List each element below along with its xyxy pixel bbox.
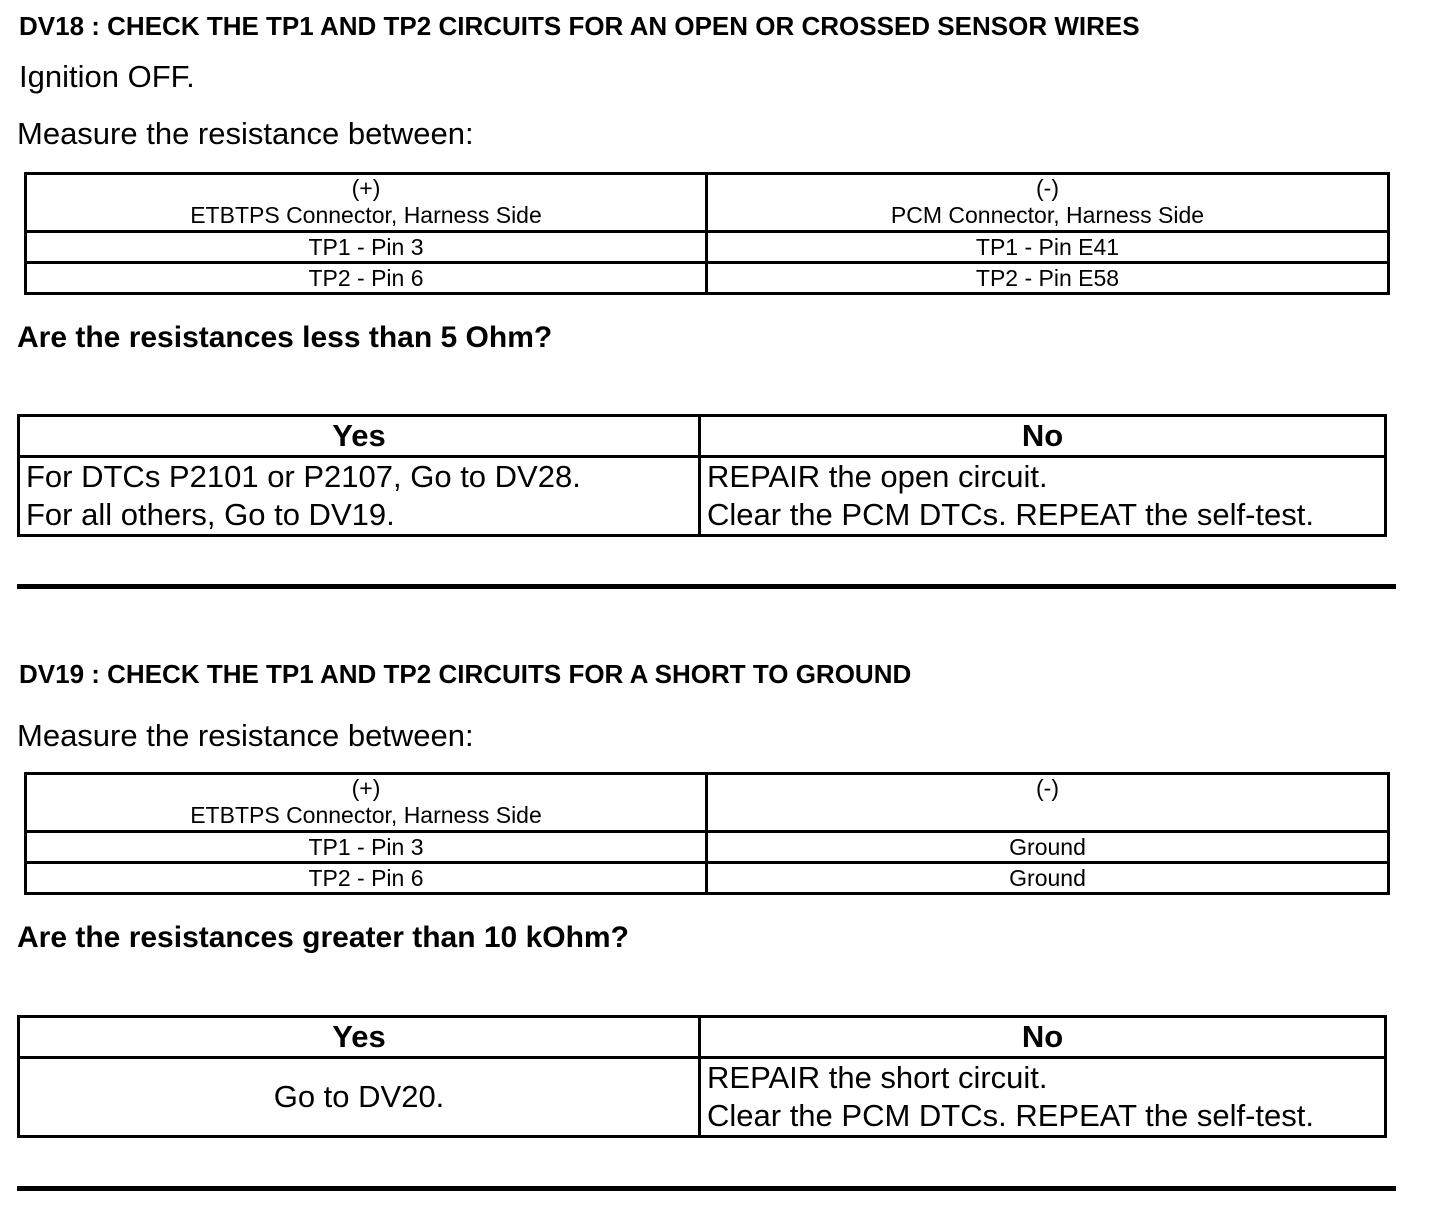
table-row	[26, 263, 1389, 294]
dv19-negative-column-header	[707, 774, 1389, 832]
positive-pin-cell: TP2 - Pin 6	[26, 863, 707, 894]
dv18-measure-table	[24, 172, 1390, 295]
no-action-line: Clear the PCM DTCs. REPEAT the self-test.	[707, 497, 1314, 532]
yes-action-cell	[19, 1058, 700, 1137]
dv19-instruction-measure: Measure the resistance between:	[17, 718, 474, 753]
no-action-line: REPAIR the short circuit.	[707, 1060, 1048, 1095]
dv19-title: DV19 : CHECK THE TP1 AND TP2 CIRCUITS FOR A SHORT TO GROUND	[19, 659, 912, 689]
no-action-line: Clear the PCM DTCs. REPEAT the self-test.	[707, 1098, 1314, 1133]
table-row	[26, 232, 1389, 263]
no-action-cell	[700, 457, 1386, 536]
dv19-decision-body-row	[19, 1058, 1386, 1137]
dv18-negative-column-header	[707, 174, 1389, 232]
yes-action-line: For DTCs P2101 or P2107, Go to DV28.	[26, 459, 581, 494]
dv18-positive-column-header	[26, 174, 707, 232]
dv18-instruction-ignition: Ignition OFF.	[19, 59, 195, 94]
yes-action-line: Go to DV20.	[273, 1079, 445, 1114]
positive-connector-label: ETBTPS Connector, Harness Side	[190, 202, 542, 228]
dv18-measure-header-row	[26, 174, 1389, 232]
dv18-title: DV18 : CHECK THE TP1 AND TP2 CIRCUITS FOR AN OPEN OR CROSSED SENSOR WIRES	[19, 11, 1140, 41]
dv19-decision-header-row	[19, 1017, 1386, 1058]
dv18-decision-header-row	[19, 416, 1386, 457]
no-action-line: REPAIR the open circuit.	[707, 459, 1048, 494]
positive-pin-cell: TP1 - Pin 3	[26, 232, 707, 263]
dv18-question: Are the resistances less than 5 Ohm?	[17, 321, 553, 354]
positive-connector-label: ETBTPS Connector, Harness Side	[190, 802, 542, 828]
dv19-positive-column-header	[26, 774, 707, 832]
no-header: No	[700, 416, 1386, 457]
section-divider	[17, 1186, 1396, 1191]
no-header: No	[700, 1017, 1386, 1058]
yes-header: Yes	[19, 1017, 700, 1058]
dv18-instruction-measure: Measure the resistance between:	[17, 116, 474, 151]
table-row	[26, 863, 1389, 894]
dv19-decision-table	[17, 1015, 1387, 1138]
negative-connector-label: PCM Connector, Harness Side	[890, 202, 1205, 228]
negative-pin-cell: Ground	[707, 832, 1389, 863]
negative-pin-cell: TP1 - Pin E41	[707, 232, 1389, 263]
negative-pin-cell: Ground	[707, 863, 1389, 894]
section-divider	[17, 584, 1396, 589]
yes-header: Yes	[19, 416, 700, 457]
table-row	[26, 832, 1389, 863]
dv19-measure-header-row	[26, 774, 1389, 832]
no-action-cell	[700, 1058, 1386, 1137]
negative-sign: (-)	[1036, 175, 1059, 201]
positive-sign: (+)	[351, 175, 381, 201]
dv19-question: Are the resistances greater than 10 kOhm?	[17, 921, 629, 954]
yes-action-cell	[19, 457, 700, 536]
positive-pin-cell: TP1 - Pin 3	[26, 832, 707, 863]
positive-sign: (+)	[351, 775, 381, 801]
positive-pin-cell: TP2 - Pin 6	[26, 263, 707, 294]
negative-pin-cell: TP2 - Pin E58	[707, 263, 1389, 294]
dv18-decision-body-row	[19, 457, 1386, 536]
yes-action-line: For all others, Go to DV19.	[26, 497, 395, 532]
negative-sign: (-)	[1036, 775, 1059, 801]
dv18-decision-table	[17, 414, 1387, 537]
dv19-measure-table	[24, 772, 1390, 895]
